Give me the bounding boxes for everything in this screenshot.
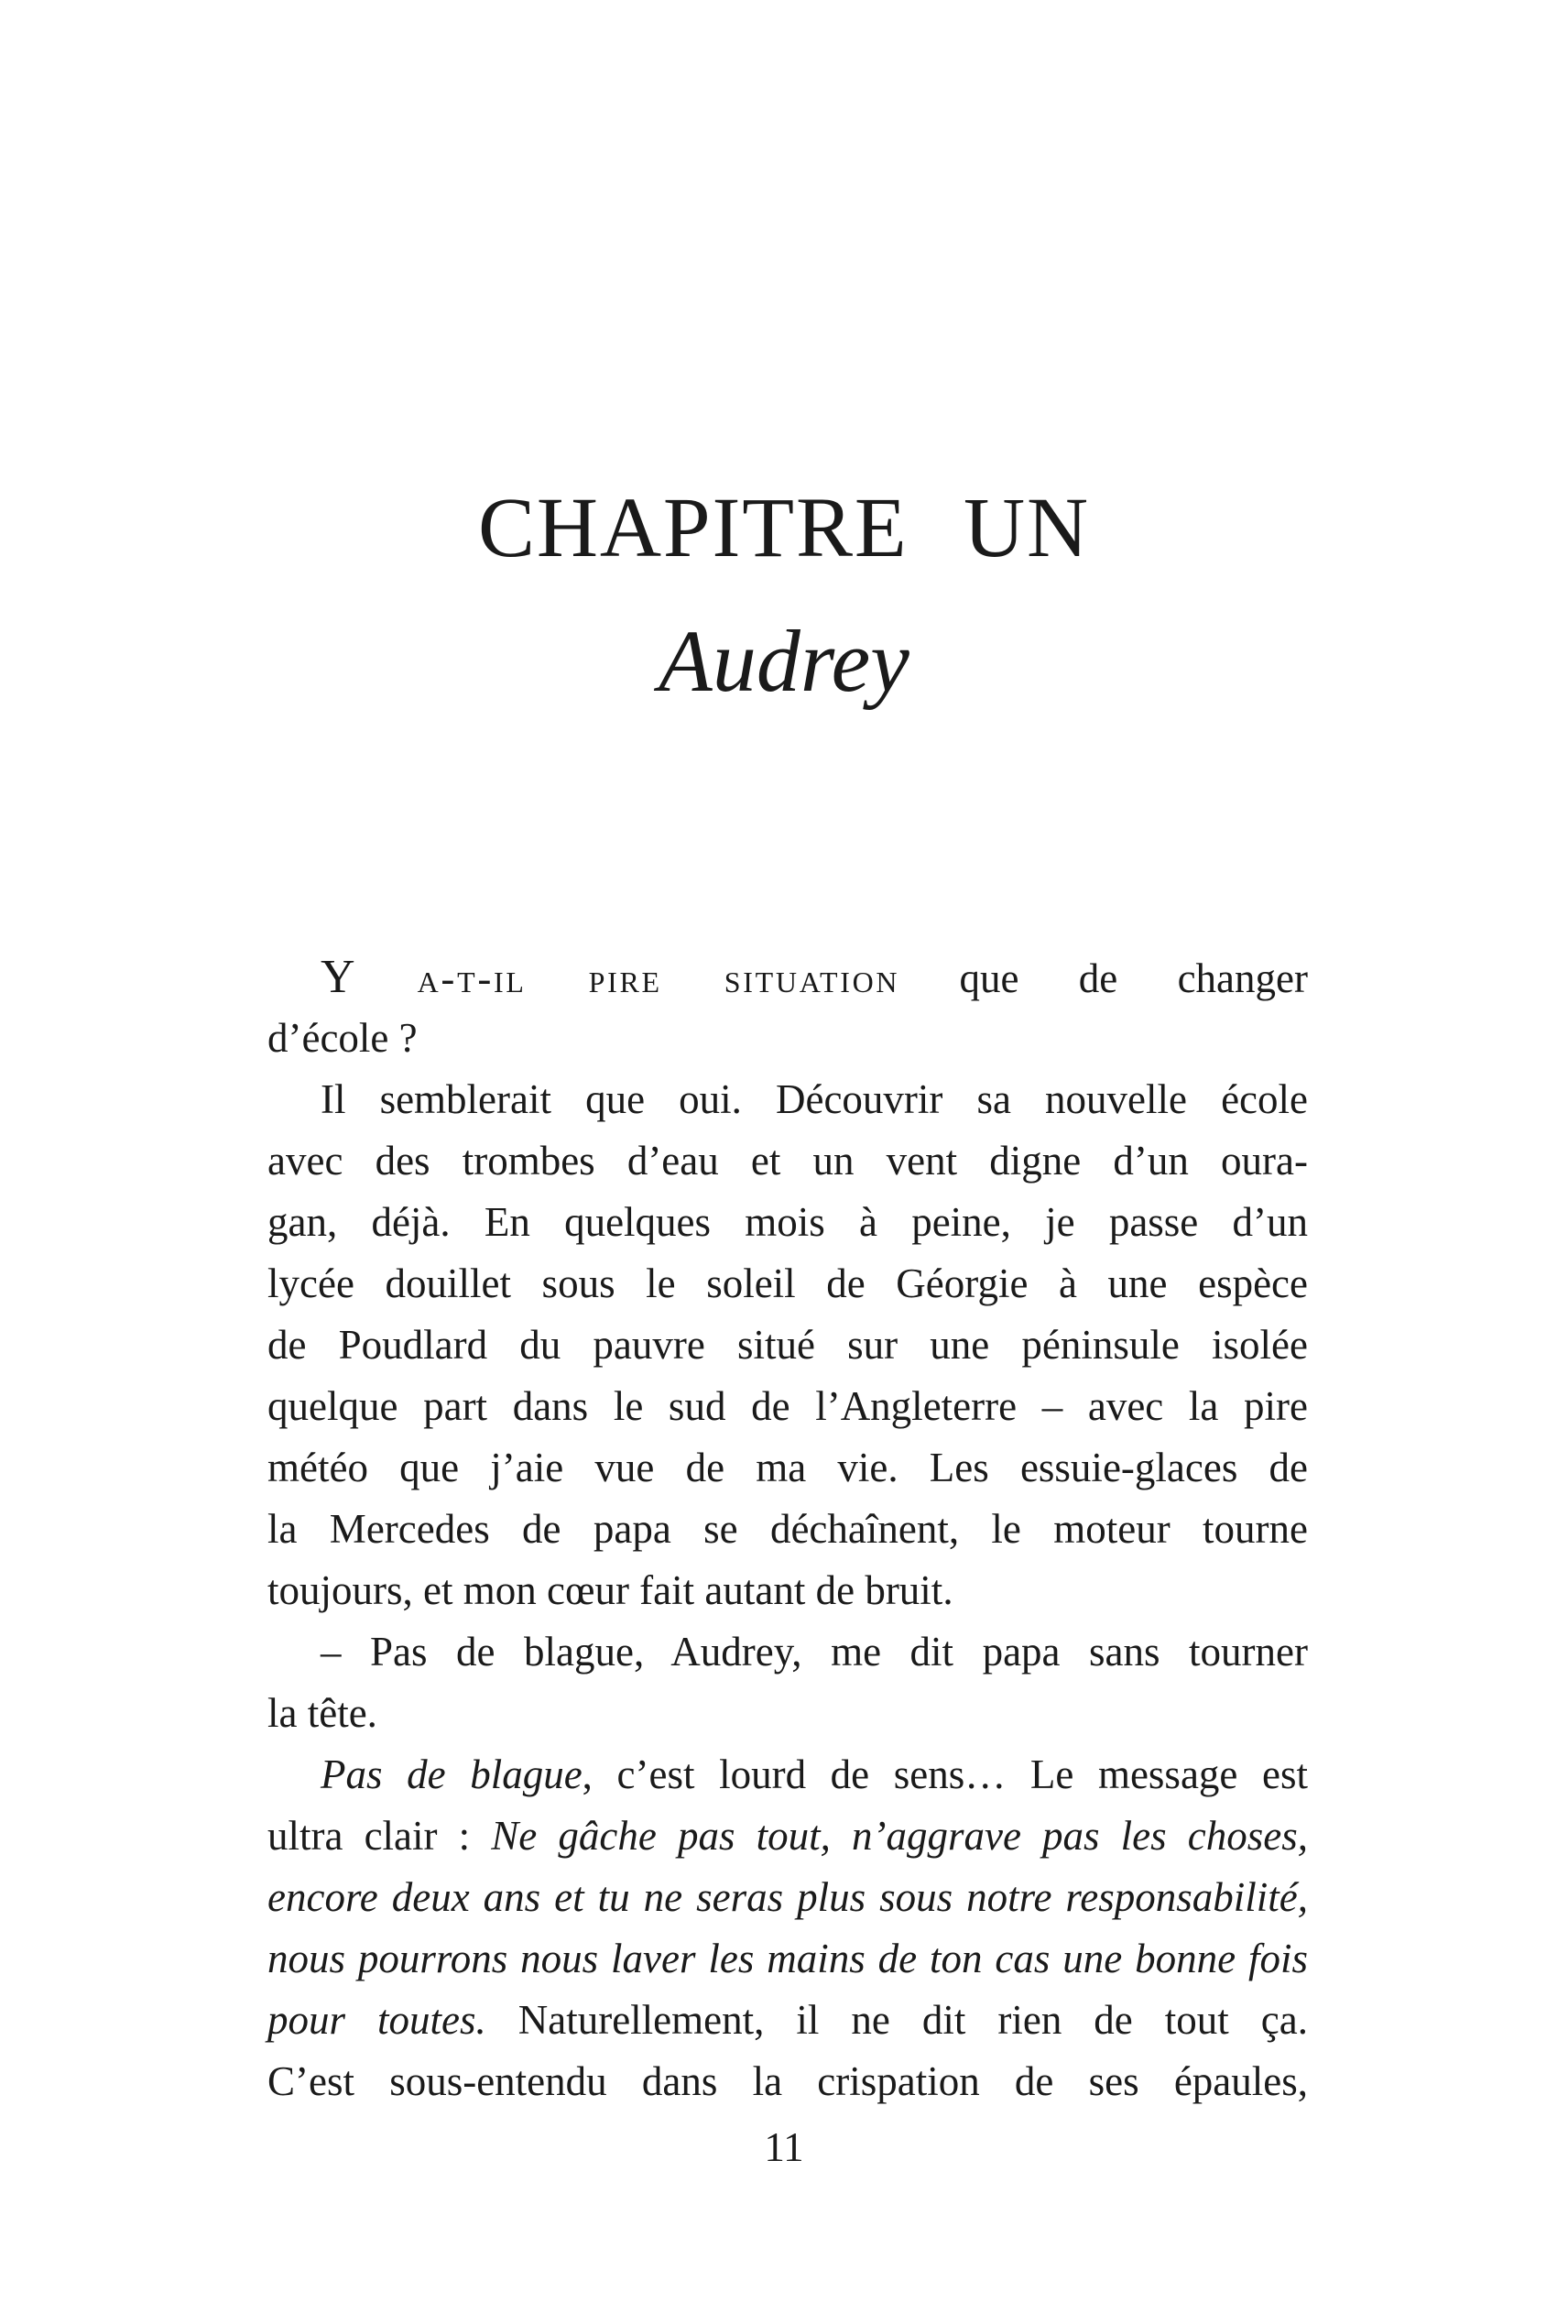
text-line	[267, 1621, 1308, 1683]
body-text	[267, 946, 1308, 2112]
text-segment-normal: toujours, et mon cœur fait autant de bruit.	[267, 1567, 953, 1613]
text-line	[267, 1867, 1308, 1928]
text-segment-normal: la Mercedes de papa se déchaînent, le moteur tourne	[267, 1506, 1308, 1552]
chapter-title: CHAPITRE UN	[477, 481, 1091, 575]
text-line	[267, 1806, 1308, 1867]
text-segment-normal: lycée douillet sous le soleil de Géorgie à une espèce	[267, 1260, 1308, 1306]
text-segment-normal: d’école ?	[267, 1015, 418, 1061]
text-line	[267, 1376, 1308, 1437]
text-segment-italic: Ne gâche pas tout, n’aggrave pas les choses,	[491, 1813, 1309, 1859]
chapter-subtitle: Audrey	[659, 612, 909, 710]
text-line	[267, 1192, 1308, 1253]
text-segment-italic: pour toutes.	[267, 1997, 486, 2043]
text-segment-normal: météo que j’aie vue de ma vie. Les essuie-glaces de	[267, 1445, 1308, 1490]
text-segment-normal: – Pas de blague, Audrey, me dit papa sans tourner	[321, 1629, 1308, 1675]
text-segment-italic: nous pourrons nous laver les mains de ton cas une bonne fois	[267, 1936, 1308, 1981]
text-segment-smallcaps: a-t-il pire situation	[354, 955, 900, 1001]
text-line	[267, 1928, 1308, 1990]
text-segment-normal: que de changer	[899, 955, 1308, 1001]
text-line	[267, 1130, 1308, 1192]
text-line	[267, 1560, 1308, 1621]
text-segment-normal: Naturellement, il ne dit rien de tout ça.	[485, 1997, 1308, 2043]
text-segment-normal: Il semblerait que oui. Découvrir sa nouvelle école	[321, 1076, 1308, 1122]
text-line	[267, 1253, 1308, 1315]
text-line	[267, 1990, 1308, 2051]
text-segment-normal: gan, déjà. En quelques mois à peine, je passe d’un	[267, 1199, 1308, 1245]
text-segment-italic: Pas de blague	[321, 1751, 583, 1797]
text-segment-italic: encore deux ans et tu ne seras plus sous notre responsabilité,	[267, 1874, 1308, 1920]
text-segment-normal: , c’est lourd de sens… Le message est	[582, 1751, 1308, 1797]
text-line	[267, 1008, 1308, 1069]
text-line	[267, 1315, 1308, 1376]
text-segment-normal: de Poudlard du pauvre situé sur une péninsule isolée	[267, 1322, 1308, 1368]
page-number: 11	[764, 2124, 804, 2170]
text-line	[267, 1437, 1308, 1499]
text-line	[267, 1744, 1308, 1806]
text-segment-normal: ultra clair :	[267, 1813, 492, 1859]
text-segment-lead: Y	[321, 951, 355, 1003]
text-line	[267, 946, 1308, 1008]
text-segment-normal: C’est sous-entendu dans la crispation de ses épaules,	[267, 2058, 1308, 2104]
text-line	[267, 1069, 1308, 1130]
text-line	[267, 1499, 1308, 1560]
text-segment-normal: la tête.	[267, 1690, 377, 1736]
text-segment-normal: quelque part dans le sud de l’Angleterre – avec la pire	[267, 1383, 1308, 1429]
text-line	[267, 1683, 1308, 1744]
text-line	[267, 2051, 1308, 2112]
text-segment-normal: avec des trombes d’eau et un vent digne d’un oura-	[267, 1138, 1308, 1184]
